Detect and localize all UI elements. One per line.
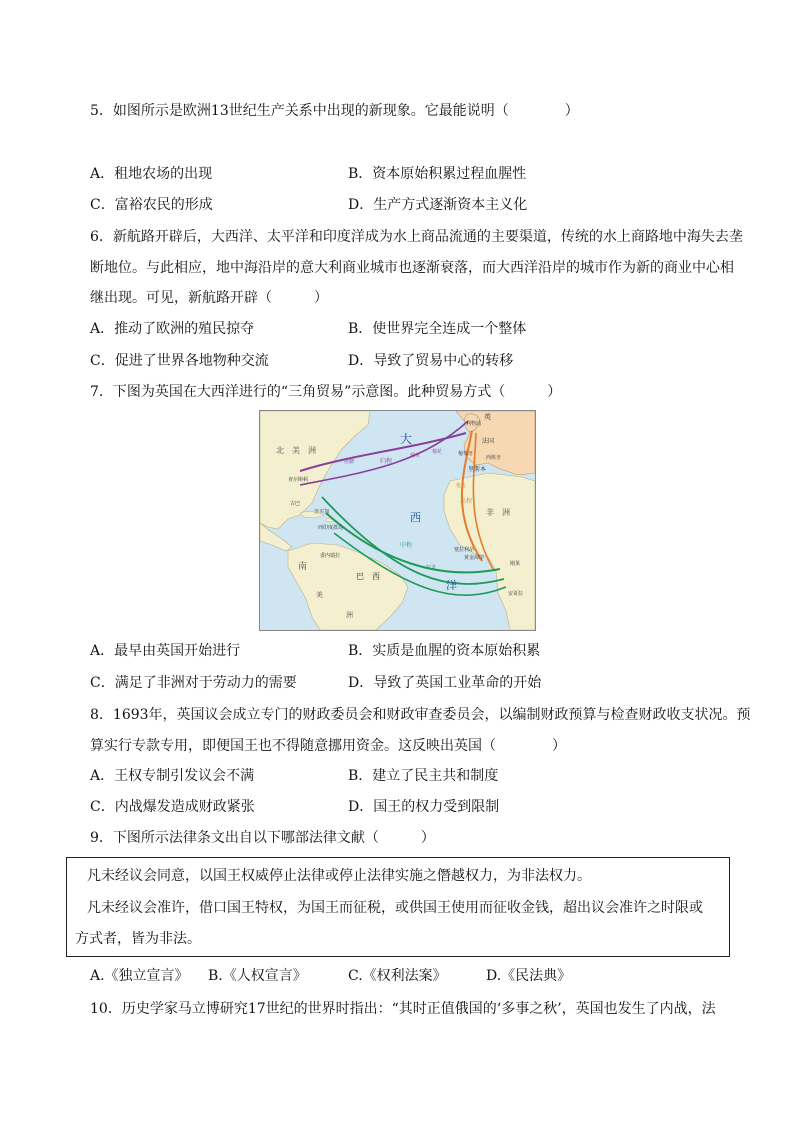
label-england: 英 [484,413,491,421]
label-france: 法国 [482,438,495,445]
label-liverpool: 利物浦 [466,421,482,427]
q8-option-b: B．建立了民主共和制度 [348,768,499,784]
label-ocean-3: 洋 [446,579,457,592]
label-congo: 刚果 [510,561,521,567]
label-goods-guns: 枪支 [456,483,467,489]
q5-option-c: C．富裕农民的形成 [90,197,213,213]
q6-stem-line-3: 继出现。可见，新航路开辟（ ） [90,290,328,306]
law-excerpt-paragraph-2a: 凡未经议会准许，借口国王特权，为国王而征税，或供国王使用而征收金钱，超出议会准许之时限或 [87,900,703,916]
q9-option-d: D.《民法典》 [486,968,572,984]
q5-stem: 5．如图所示是欧洲13世纪生产关系中出现的新现象。它最能说明（ ） [90,103,579,119]
q8-stem-line-2: 算实行专款专用，即便国王也不得随意挪用资金。这反映出英国（ ） [90,738,566,754]
q10-stem: 10．历史学家马立博研究17世纪的世界时指出：“其时正值俄国的‘多事之秋’，英国也发生了内战，法 [90,1001,716,1017]
q6-option-a: A．推动了欧洲的殖民掠夺 [90,321,255,337]
label-angola: 安哥拉 [508,591,524,597]
label-return-route: 归程 [380,458,393,465]
label-ocean-1: 大 [400,432,413,446]
q9-option-b: B.《人权宣言》 [208,968,307,984]
label-ocean-2: 西 [410,511,421,524]
label-south-america-2: 美 [316,591,323,599]
triangle-trade-map [259,410,536,631]
q9-stem: 9．下图所示法律条文出自以下哪部法律文献（ ） [90,830,435,846]
label-goods-tobacco: 烟草 [410,453,421,459]
q8-option-a: A．王权专制引发议会不满 [90,768,255,784]
q7-option-a: A．最早由英国开始进行 [90,643,241,659]
q8-stem-line-1: 8．1693年，英国议会成立专门的财政委员会和财政审查委员会，以编制财政预算与检查财政收支状况。预 [90,707,751,723]
q7-stem: 7．下图为英国在大西洋进行的“三角贸易”示意图。此种贸易方式（ ） [90,384,562,400]
q8-option-d: D．国王的权力受到限制 [348,799,500,815]
label-brazil: 巴 西 [356,572,380,581]
label-gold-coast: 黄金海岸 [464,555,485,561]
label-middle-route: 中程 [400,542,413,549]
label-cuba: 古巴 [290,501,301,507]
q8-option-c: C．内战爆发造成财政紧张 [90,799,255,815]
q6-option-d: D．导致了贸易中心的转移 [348,353,514,369]
label-north-america: 北 美 洲 [276,446,316,455]
q6-stem-line-1: 6．新航路开辟后，大西洋、太平洋和印度洋成为水上商品流通的主要渠道，传统的水上商路地中海失去垄 [90,229,743,245]
q7-option-b: B．实质是血腥的资本原始积累 [348,643,541,659]
label-goods-sugar: 蔗糖 [344,459,355,465]
label-south-america-1: 南 [298,562,308,572]
label-guinea: 塞拉利昂 [454,547,475,553]
q5-option-b: B．资本原始积累过程血腥性 [348,166,527,182]
q5-option-a: A．租地农场的出现 [90,166,213,182]
law-excerpt-box [66,857,730,957]
q7-option-c: C．满足了非洲对于劳动力的需要 [90,675,297,691]
label-goods-cotton: 棉花 [432,449,443,455]
law-excerpt-paragraph-1: 凡未经议会同意，以国王权威停止法律或停止法律实施之僭越权力，为非法权力。 [87,868,591,884]
label-south-america-3: 洲 [346,611,353,619]
q6-option-b: B．使世界完全连成一个整体 [348,321,527,337]
label-portugal: 葡萄牙 [458,451,474,457]
q6-option-c: C．促进了世界各地物种交流 [90,353,269,369]
label-outbound-route: 出程 [460,498,473,505]
label-charleston: 查尔斯顿 [288,477,309,483]
label-west-indies: 西印度群岛 [318,525,344,531]
label-jamaica: 牙买加 [314,509,330,515]
label-spain: 西班牙 [486,455,502,461]
law-excerpt-paragraph-2b: 方式者，皆为非法。 [75,931,201,947]
q6-stem-line-2: 断地位。与此相应，地中海沿岸的意大利商业城市也逐渐衰落，而大西洋沿岸的城市作为新的商业中心相 [90,260,734,276]
q7-option-d: D．导致了英国工业革命的开始 [348,675,542,691]
label-venezuela: 委内瑞拉 [320,553,341,559]
label-africa: 非 洲 [486,508,510,517]
label-goods-slaves: 奴隶 [426,565,437,571]
q5-option-d: D．生产方式逐渐资本主义化 [348,197,528,213]
q9-option-c: C.《权利法案》 [348,968,447,984]
label-lisbon: 里斯本 [468,466,487,473]
q9-option-a: A.《独立宣言》 [90,968,189,984]
